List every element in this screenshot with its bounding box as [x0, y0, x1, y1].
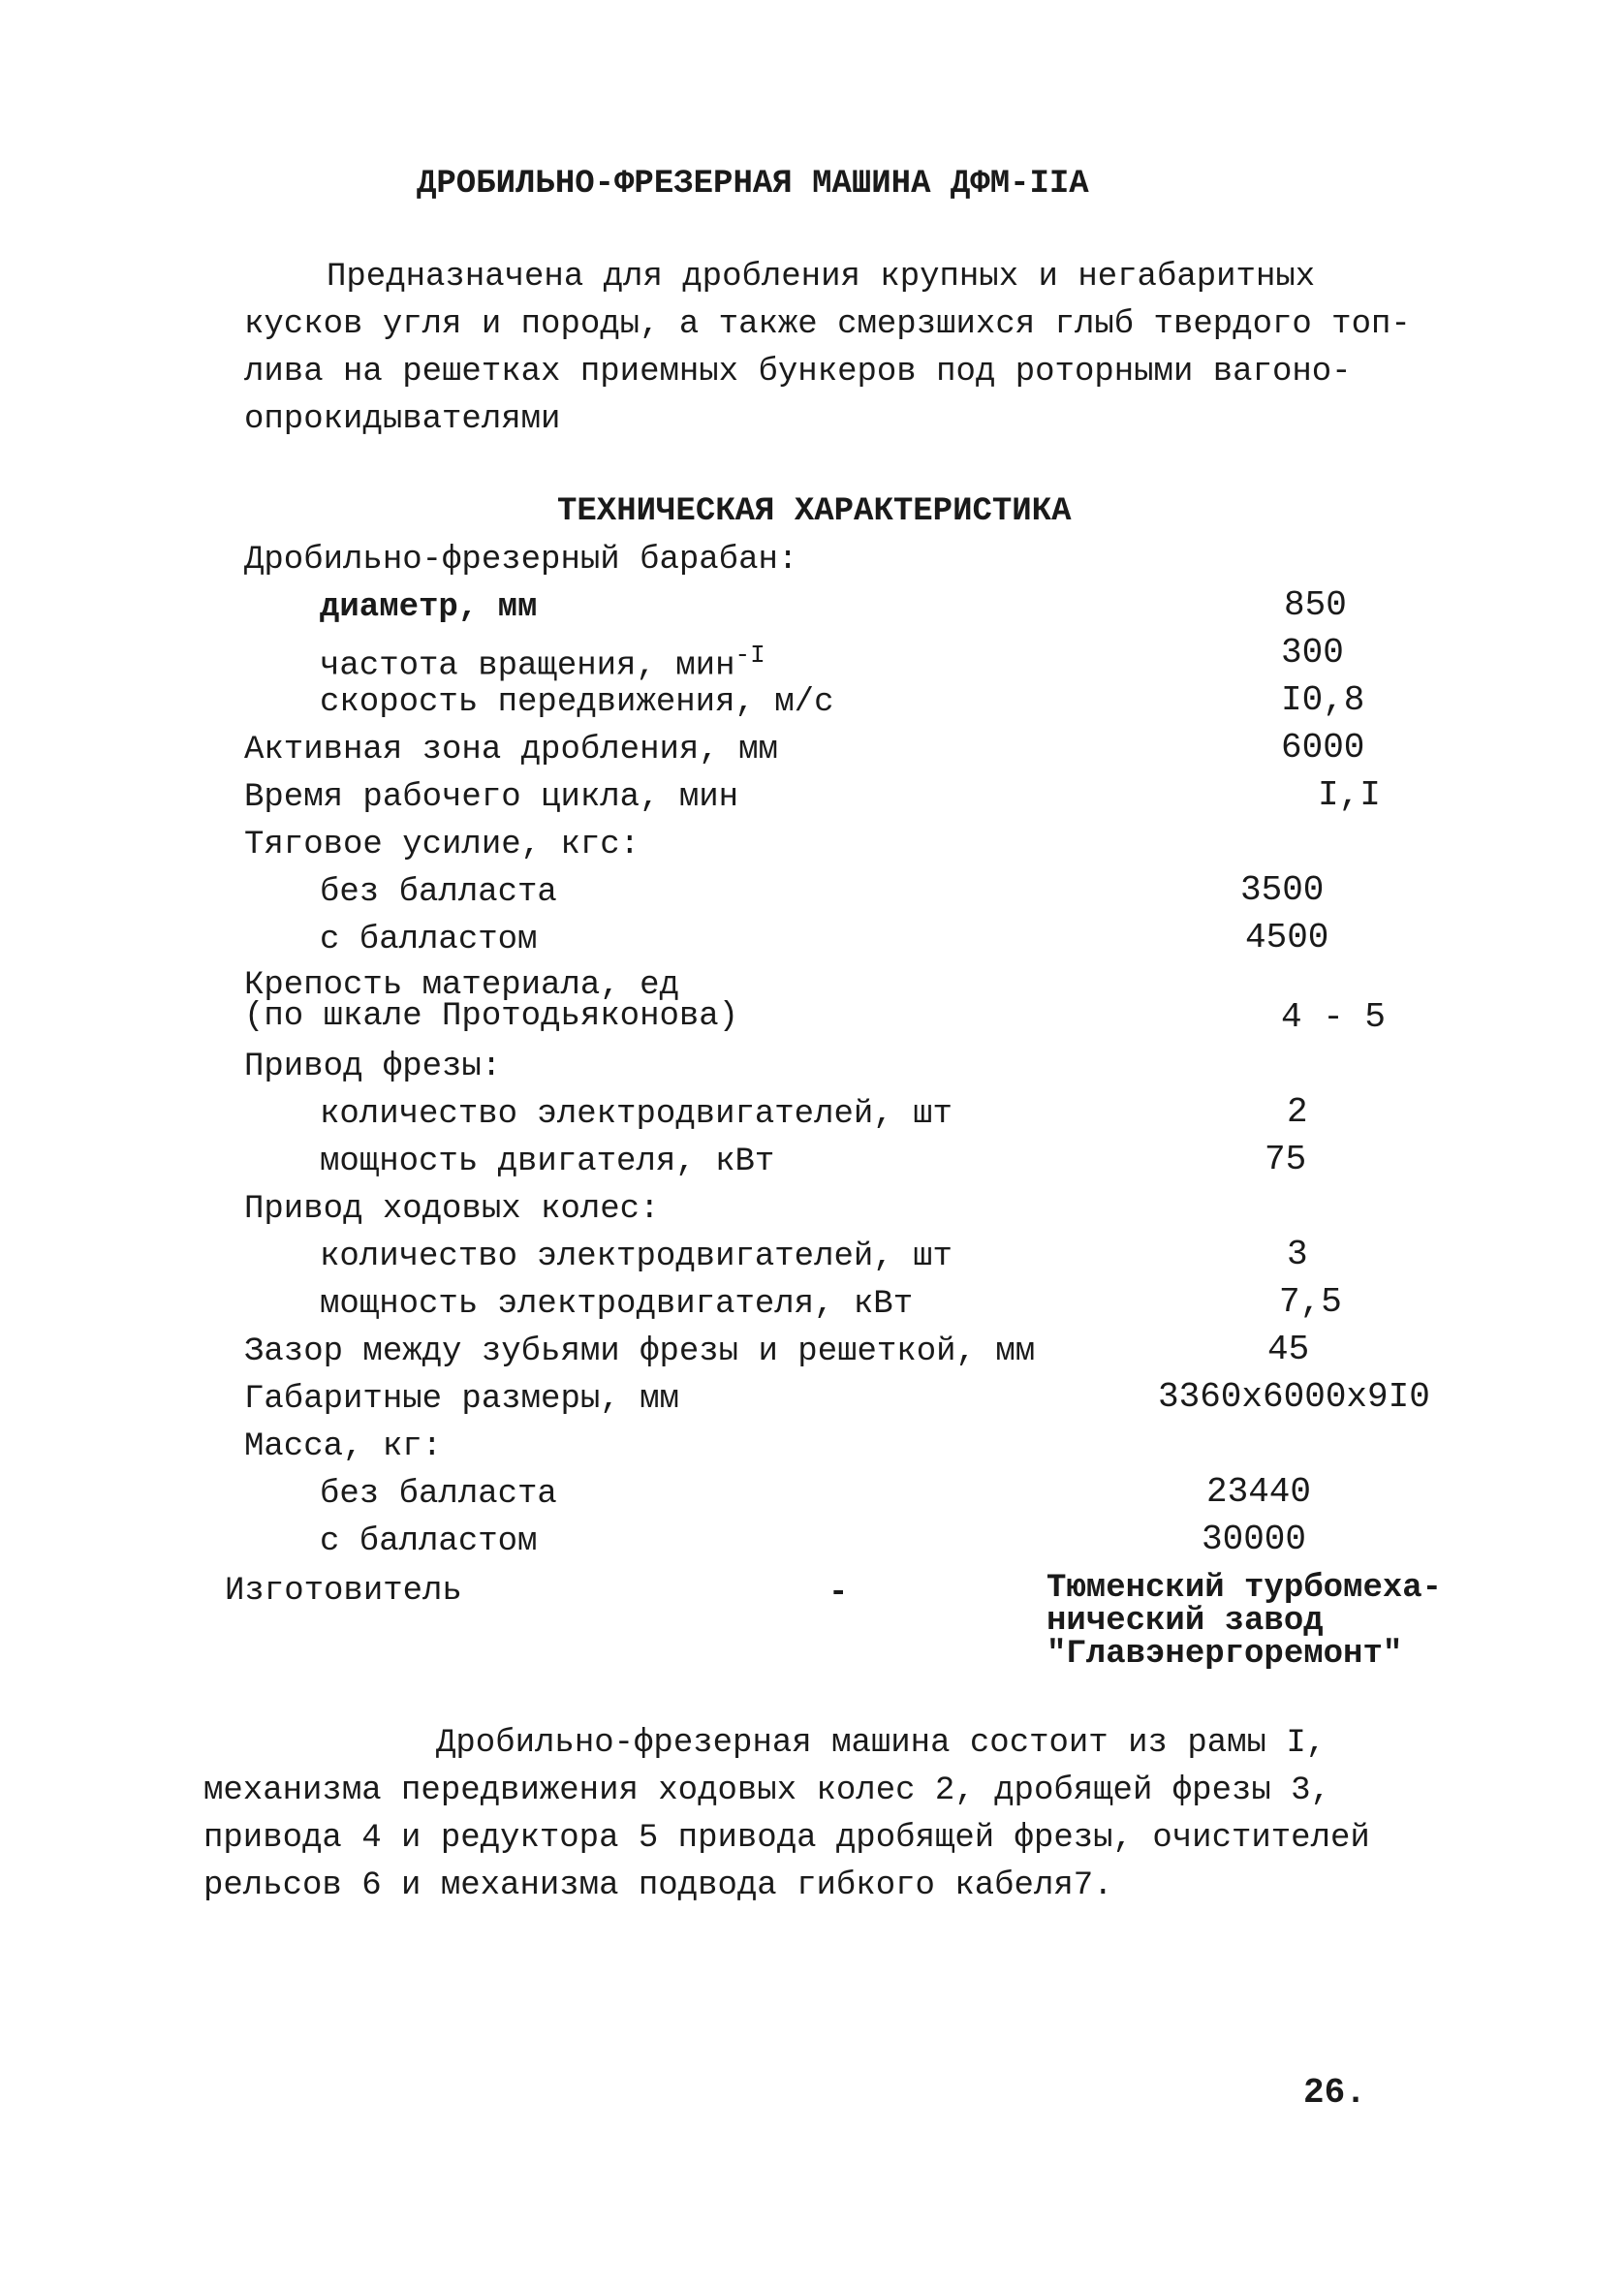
spec-traction-no-ballast-label: без балласта: [320, 874, 557, 911]
spec-gap-label: Зазор между зубьями фрезы и решеткой, мм: [244, 1333, 1036, 1370]
description-line-2: механизма передвижения ходовых колес 2, дробящей фрезы 3,: [203, 1772, 1330, 1809]
spec-cycle-value: I,I: [1318, 775, 1381, 815]
description-line-1: Дробильно-фрезерная машина состоит из рамы I,: [436, 1725, 1327, 1762]
spec-wheel-motors-label: количество электродвигателей, шт: [320, 1239, 953, 1275]
spec-wheel-power-value: 7,5: [1279, 1282, 1342, 1322]
spec-wheel-power-label: мощность электродвигателя, кВт: [320, 1286, 914, 1323]
spec-diameter-label: диаметр, мм: [320, 589, 538, 626]
page-title: ДРОБИЛЬНО-ФРЕЗЕРНАЯ МАШИНА ДФМ-IIА: [417, 166, 1089, 203]
spec-speed-value: I0,8: [1281, 680, 1365, 720]
spec-strength-label-1: Крепость материала, ед: [244, 967, 679, 1004]
spec-mass-no-ballast-label: без балласта: [320, 1476, 557, 1513]
spec-gap-value: 45: [1267, 1330, 1310, 1369]
spec-rotation-text: частота вращения, мин: [320, 647, 735, 685]
spec-traction-no-ballast-value: 3500: [1240, 870, 1325, 910]
description-line-3: привода 4 и редуктора 5 привода дробящей фрезы, очистителей: [203, 1820, 1370, 1857]
spec-maker-label: Изготовитель: [225, 1573, 462, 1610]
spec-speed-label: скорость передвижения, м/с: [320, 684, 834, 721]
spec-cutter-power-value: 75: [1265, 1140, 1307, 1179]
spec-maker-value-2: нический завод: [1046, 1603, 1324, 1640]
spec-wheel-motors-value: 3: [1287, 1235, 1308, 1274]
spec-traction-ballast-value: 4500: [1245, 918, 1329, 957]
spec-mass-no-ballast-value: 23440: [1206, 1472, 1312, 1512]
spec-maker-value-3: "Главэнергоремонт": [1046, 1636, 1403, 1673]
spec-rotation-sup: -I: [734, 641, 765, 670]
spec-strength-value: 4 - 5: [1281, 997, 1387, 1037]
spec-cutter-power-label: мощность двигателя, кВт: [320, 1144, 775, 1180]
spec-maker-dash: -: [828, 1575, 849, 1612]
spec-mass-header: Масса, кг:: [244, 1428, 443, 1465]
spec-drum-header: Дробильно-фрезерный барабан:: [244, 542, 798, 579]
spec-cutter-drive-header: Привод фрезы:: [244, 1049, 502, 1085]
spec-rotation-label: [320, 636, 765, 685]
spec-dims-value: 3360х6000х9I0: [1158, 1377, 1430, 1417]
spec-maker-value-1: Тюменский турбомеха-: [1046, 1570, 1443, 1607]
spec-cycle-label: Время рабочего цикла, мин: [244, 779, 739, 816]
spec-traction-header: Тяговое усилие, кгс:: [244, 827, 640, 863]
intro-line-1: Предназначена для дробления крупных и негабаритных: [327, 259, 1316, 296]
intro-line-4: опрокидывателями: [244, 401, 561, 438]
spec-cutter-motors-value: 2: [1287, 1092, 1308, 1132]
specs-heading: ТЕХНИЧЕСКАЯ ХАРАКТЕРИСТИКА: [557, 493, 1072, 530]
spec-wheel-drive-header: Привод ходовых колес:: [244, 1191, 660, 1228]
spec-dims-label: Габаритные размеры, мм: [244, 1381, 679, 1418]
spec-strength-label-2: (по шкале Протодьяконова): [244, 998, 739, 1035]
spec-cutter-motors-label: количество электродвигателей, шт: [320, 1096, 953, 1133]
intro-line-2: кусков угля и породы, а также смерзшихся глыб твердого топ-: [244, 306, 1411, 343]
intro-line-3: лива на решетках приемных бункеров под роторными вагоно-: [244, 354, 1352, 391]
spec-zone-value: 6000: [1281, 728, 1365, 768]
spec-rotation-value: 300: [1281, 633, 1344, 673]
spec-zone-label: Активная зона дробления, мм: [244, 732, 778, 768]
spec-mass-ballast-value: 30000: [1202, 1520, 1307, 1559]
page-number: 26.: [1303, 2073, 1366, 2113]
spec-diameter-value: 850: [1284, 585, 1347, 625]
spec-traction-ballast-label: с балластом: [320, 922, 538, 958]
description-line-4: рельсов 6 и механизма подвода гибкого кабеля7.: [203, 1867, 1113, 1904]
spec-mass-ballast-label: с балластом: [320, 1523, 538, 1560]
